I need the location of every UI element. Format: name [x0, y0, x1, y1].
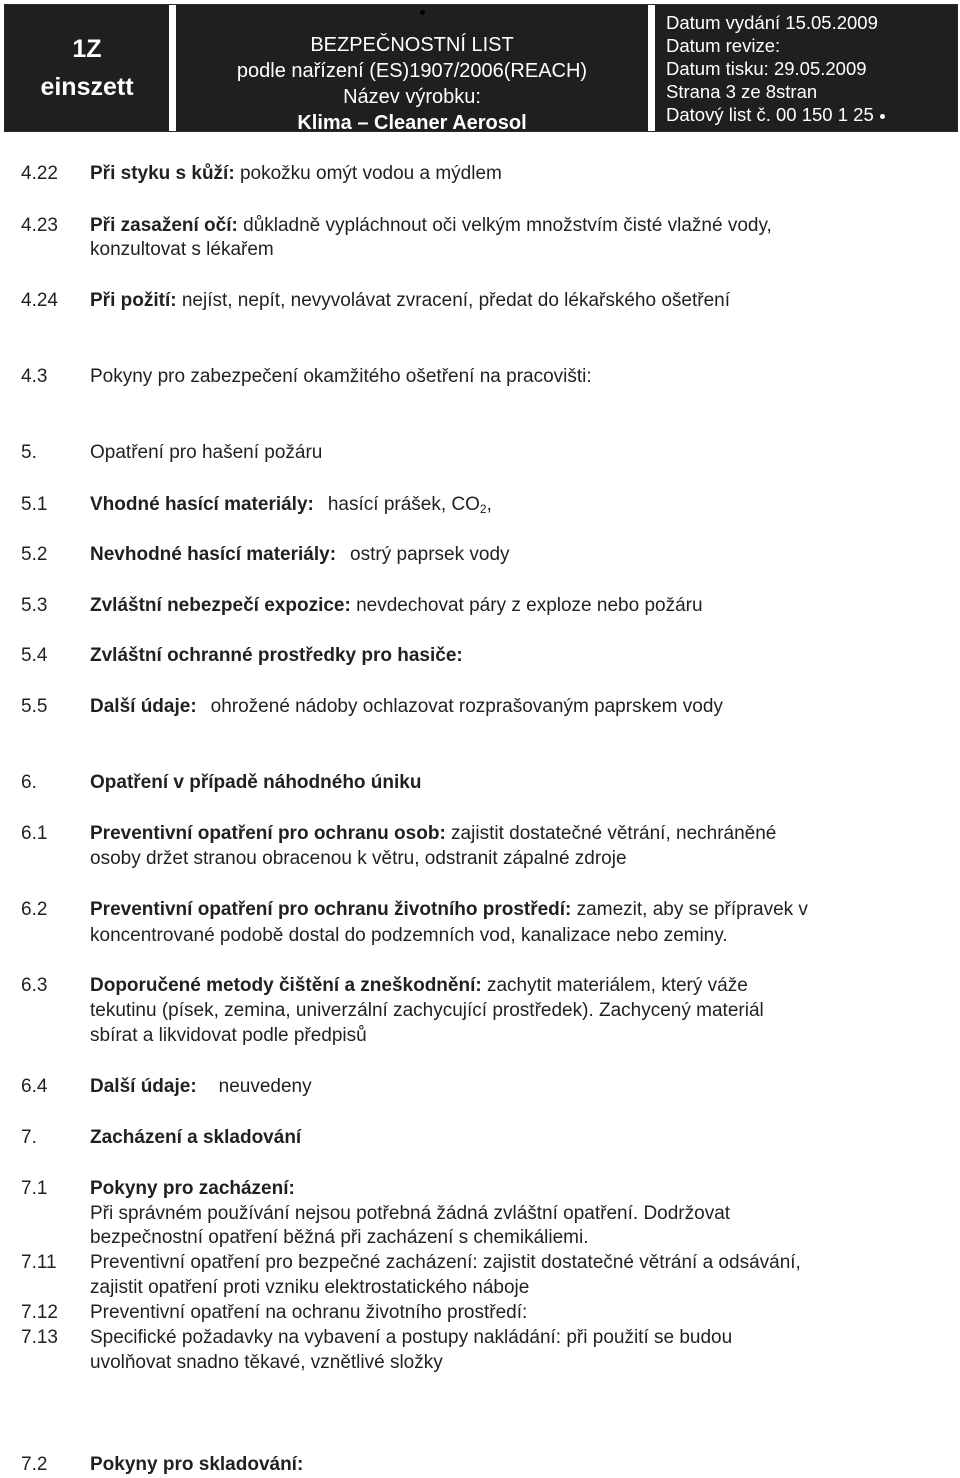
section-text: koncentrované podobě dostal do podzemních vod, kanalizace nebo zeminy. — [90, 925, 728, 946]
section-number: 4.24 — [21, 290, 58, 311]
section-text: nejíst, nepít, nevyvolávat zvracení, předat do lékařského ošetření — [176, 290, 730, 311]
subscript: 2 — [479, 502, 487, 516]
section-text: Specifické požadavky na vybavení a postupy nakládání: při použití se budou — [90, 1327, 733, 1348]
section-label: Další údaje: — [90, 696, 197, 717]
section-text: neuvedeny — [218, 1076, 312, 1097]
section-number: 4.22 — [21, 163, 58, 184]
product-name: Klima – Cleaner Aerosol — [297, 112, 527, 134]
section-label: Zvláštní ochranné prostředky pro hasiče: — [90, 645, 463, 666]
section-number: 7.12 — [21, 1302, 58, 1323]
section-text: Pokyny pro zabezpečení okamžitého ošetření na pracovišti: — [90, 366, 592, 387]
section-text: Preventivní opatření na ochranu životního prostředí: — [90, 1302, 528, 1323]
section-number: 5.2 — [21, 544, 48, 565]
doc-title: BEZPEČNOSTNÍ LIST — [310, 34, 514, 56]
section-number: 6.1 — [21, 823, 48, 844]
section-text: důkladně vypláchnout oči velkým množstvím čisté vlažné vody, — [237, 215, 772, 236]
section-number: 7.11 — [21, 1252, 57, 1273]
section-number: 7.13 — [21, 1327, 58, 1348]
section-text: osoby držet stranou obracenou k větru, odstranit zápalné zdroje — [90, 848, 627, 869]
section-text: zajistit opatření proti vzniku elektrostatického náboje — [90, 1277, 530, 1298]
section-text: ostrý paprsek vody — [350, 544, 510, 565]
section-text: nevdechovat páry z exploze nebo požáru — [350, 595, 703, 616]
print-date: Datum tisku: 29.05.2009 — [666, 58, 867, 79]
section-label: Preventivní opatření pro ochranu životního prostředí: — [90, 899, 572, 920]
section-text: uvolňovat snadno těkavé, vznětlivé složky — [90, 1352, 443, 1373]
company-line1: 1Z — [72, 35, 102, 63]
section-text: Při správném používání nejsou potřebná žádná zvláštní opatření. Dodržovat — [90, 1203, 731, 1224]
section-label: Pokyny pro skladování: — [90, 1454, 304, 1475]
section-number: 6.2 — [21, 899, 48, 920]
section-text: Opatření pro hašení požáru — [90, 442, 323, 463]
section-label: Pokyny pro zacházení: — [90, 1178, 295, 1199]
section-number: 5. — [21, 442, 37, 463]
section-label: Zvláštní nebezpečí expozice: — [90, 595, 351, 616]
revision-date: Datum revize: — [666, 35, 781, 56]
section-label: Zacházení a skladování — [90, 1127, 302, 1148]
section-text: sbírat a likvidovat podle předpisů — [90, 1025, 367, 1046]
section-number: 5.1 — [21, 494, 48, 515]
sheet-number-row — [666, 103, 957, 126]
section-number: 4.3 — [21, 366, 48, 387]
section-label: Opatření v případě náhodného úniku — [90, 772, 422, 793]
header-meta-block — [655, 5, 957, 131]
section-text: zajistit dostatečné větrání, nechráněné — [445, 823, 777, 844]
section-number: 7. — [21, 1127, 37, 1148]
bullet-icon — [880, 114, 885, 119]
section-number: 5.4 — [21, 645, 48, 666]
section-label: Nevhodné hasící materiály: — [90, 544, 337, 565]
section-label: Další údaje: — [90, 1076, 197, 1097]
section-number: 7.1 — [21, 1178, 48, 1199]
section-number: 6. — [21, 772, 37, 793]
issue-date: Datum vydání 15.05.2009 — [666, 12, 878, 33]
section-text: hasící prášek, CO — [327, 494, 480, 515]
section-text-tail: , — [486, 494, 492, 515]
section-label: Při styku s kůží: — [90, 163, 235, 184]
page-number: Strana 3 ze 8stran — [666, 81, 818, 102]
section-number: 6.4 — [21, 1076, 48, 1097]
bullet-icon — [420, 10, 425, 15]
section-text: konzultovat s lékařem — [90, 239, 274, 260]
section-label: Při požití: — [90, 290, 177, 311]
section-label: Vhodné hasící materiály: — [90, 494, 314, 515]
section-number: 5.5 — [21, 696, 48, 717]
company-logo — [5, 5, 169, 131]
header-title-block — [176, 5, 648, 134]
section-number: 5.3 — [21, 595, 48, 616]
section-text: bezpečnostní opatření běžná při zacházení s chemikáliemi. — [90, 1227, 589, 1248]
section-text: pokožku omýt vodou a mýdlem — [234, 163, 502, 184]
document-header — [4, 4, 958, 132]
section-text: tekutinu (písek, zemina, univerzální zachycující prostředek). Zachycený materiál — [90, 1000, 764, 1021]
section-label: Při zasažení očí: — [90, 215, 238, 236]
section-label: Doporučené metody čištění a zneškodnění: — [90, 975, 482, 996]
section-number: 7.2 — [21, 1454, 48, 1475]
section-text: Preventivní opatření pro bezpečné zacházení: zajistit dostatečné větrání a odsávání, — [90, 1252, 801, 1273]
section-label: Preventivní opatření pro ochranu osob: — [90, 823, 446, 844]
section-number: 6.3 — [21, 975, 48, 996]
company-line2: einszett — [40, 73, 134, 101]
section-text: zamezit, aby se přípravek v — [571, 899, 808, 920]
section-text: ohrožené nádoby ochlazovat rozprašovaným paprskem vody — [210, 696, 723, 717]
regulation: podle nařízení (ES)1907/2006(REACH) — [236, 60, 588, 82]
product-label: Název výrobku: — [343, 86, 481, 108]
sheet-number: Datový list č. 00 150 1 25 — [666, 104, 874, 125]
section-text: zachytit materiálem, který váže — [481, 975, 748, 996]
section-number: 4.23 — [21, 215, 58, 236]
